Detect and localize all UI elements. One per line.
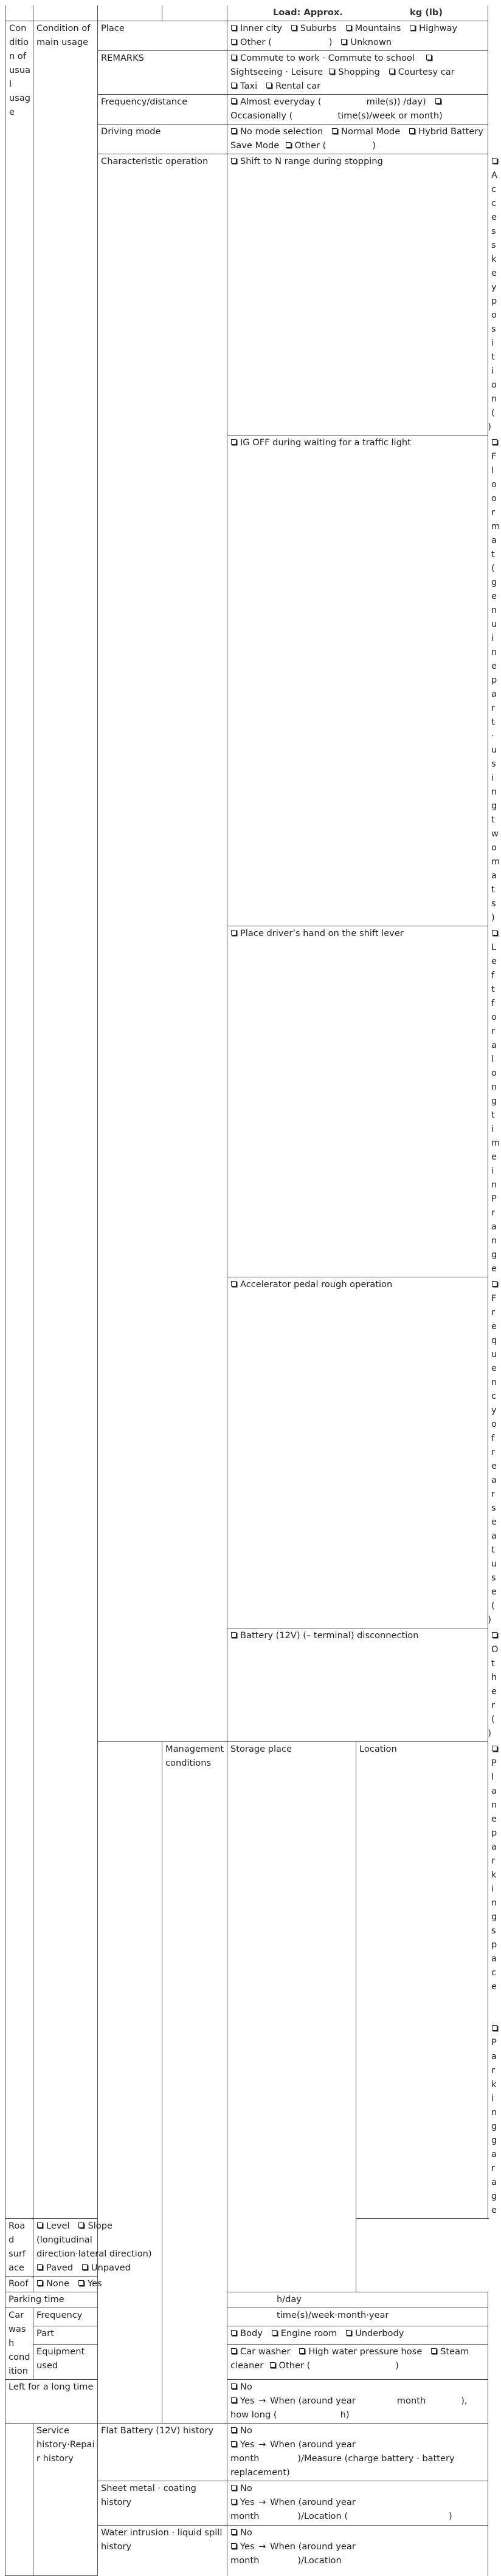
checkbox-icon[interactable] bbox=[231, 158, 237, 163]
storage-place-label: Storage place bbox=[227, 1742, 356, 2292]
operation-row: Place driver’s hand on the shift lever Left for a long time in P range bbox=[5, 926, 488, 1277]
equipment-option[interactable]: High water pressure hose bbox=[299, 2346, 422, 2357]
checkbox-icon[interactable] bbox=[231, 25, 237, 30]
checkbox-icon[interactable] bbox=[231, 2499, 237, 2504]
remarks-option[interactable]: Rental car bbox=[266, 81, 320, 91]
checkbox-icon[interactable] bbox=[299, 2348, 305, 2354]
flat-battery-row bbox=[5, 2424, 488, 2481]
checkbox-icon[interactable] bbox=[332, 128, 337, 134]
frequency-options: Almost everyday ( mile(s)) /day) Occasionally ( time(s)/week or month) bbox=[227, 95, 488, 125]
checkbox-icon[interactable] bbox=[231, 1632, 237, 1638]
checkbox-icon[interactable] bbox=[37, 2280, 43, 2286]
part-option[interactable]: Body bbox=[230, 2328, 263, 2339]
checkbox-icon[interactable] bbox=[346, 25, 351, 30]
place-option[interactable]: Suburbs bbox=[291, 23, 337, 33]
equipment-option[interactable]: Other ( bbox=[269, 2360, 311, 2371]
part-option[interactable]: Underbody bbox=[345, 2328, 404, 2339]
checkbox-icon[interactable] bbox=[231, 2485, 237, 2490]
wash-part-options bbox=[227, 2326, 488, 2345]
service-section-label: Service history·Repair history bbox=[33, 2424, 98, 2576]
road-option[interactable]: Unpaved bbox=[81, 2263, 131, 2273]
checkbox-icon[interactable] bbox=[231, 2397, 237, 2403]
flat-battery-label: Flat Battery (12V) history bbox=[98, 2424, 227, 2481]
driving-mode-options: No mode selection Normal Mode Hybrid Battery Save Mode Other ( ) bbox=[227, 125, 488, 154]
remarks-label: REMARKS bbox=[98, 51, 227, 95]
checkbox-icon[interactable] bbox=[231, 2529, 237, 2535]
long-time-yes-option[interactable]: Yes → When (around year month ), bbox=[230, 2394, 485, 2408]
checkbox-icon[interactable] bbox=[78, 2222, 84, 2228]
flat-battery-no-option[interactable]: No bbox=[230, 2424, 485, 2438]
load-label: Load: Approx. bbox=[272, 7, 343, 18]
checkbox-icon[interactable] bbox=[272, 2330, 277, 2335]
place-option[interactable]: Other ( bbox=[230, 37, 272, 47]
long-time-row bbox=[5, 2380, 488, 2424]
load-row bbox=[5, 5, 488, 21]
roof-label: Roof bbox=[5, 2277, 33, 2292]
checkbox-icon[interactable] bbox=[231, 98, 237, 104]
water-options: No Yes → When (around year month )/Location bbox=[227, 2526, 488, 2576]
checkbox-icon[interactable] bbox=[231, 2383, 237, 2389]
parking-row bbox=[5, 2292, 488, 2308]
checkbox-icon[interactable] bbox=[231, 2427, 237, 2433]
sheet-metal-options: No Yes → When (around year month )/Location ( ) bbox=[227, 2481, 488, 2526]
road-option[interactable]: Level bbox=[36, 2221, 70, 2231]
usage-conditions-table bbox=[5, 5, 500, 2576]
roof-option[interactable]: Yes bbox=[78, 2278, 102, 2289]
checkbox-icon[interactable] bbox=[492, 439, 497, 445]
driving-mode-option[interactable]: Normal Mode bbox=[331, 126, 400, 137]
long-time-label: Left for a long time bbox=[5, 2380, 98, 2424]
operation-label: Characteristic operation bbox=[98, 154, 227, 1742]
remarks-options bbox=[227, 51, 488, 95]
sheet-metal-yes-option[interactable]: Yes → When (around year bbox=[230, 2495, 485, 2509]
checkbox-icon[interactable] bbox=[410, 25, 415, 30]
checkbox-icon[interactable] bbox=[231, 55, 237, 60]
checkbox-icon[interactable] bbox=[231, 2441, 237, 2447]
checkbox-icon[interactable] bbox=[270, 2362, 275, 2368]
usage-survey-sheet bbox=[5, 5, 500, 2576]
wash-part-label: Part bbox=[33, 2326, 98, 2345]
operation-option[interactable]: Battery (12V) (– terminal) disconnection bbox=[227, 1628, 488, 1742]
driving-mode-label: Driving mode bbox=[98, 125, 227, 154]
checkbox-icon[interactable] bbox=[266, 83, 272, 88]
checkbox-icon[interactable] bbox=[286, 142, 291, 148]
checkbox-icon[interactable] bbox=[291, 25, 297, 30]
road-option[interactable]: Slope (longitudinal direction·lateral direction) bbox=[36, 2221, 152, 2259]
checkbox-icon[interactable] bbox=[492, 930, 497, 935]
checkbox-icon[interactable] bbox=[231, 439, 237, 445]
remarks-option[interactable]: Courtesy car bbox=[389, 67, 455, 77]
checkbox-icon[interactable] bbox=[231, 1281, 237, 1286]
checkbox-icon[interactable] bbox=[37, 2222, 43, 2228]
operation-option[interactable]: Shift to N range during stopping bbox=[227, 154, 488, 436]
location-option[interactable]: Parking garage bbox=[491, 2023, 501, 2215]
remarks-option[interactable]: Commute to work · Commute to school bbox=[230, 53, 415, 63]
main-usage-section-label: Condition of main usage bbox=[33, 21, 98, 2219]
operation-option[interactable]: IG OFF during waiting for a traffic light bbox=[227, 436, 488, 926]
frequency-label: Frequency/distance bbox=[98, 95, 227, 125]
checkbox-icon[interactable] bbox=[78, 2280, 84, 2286]
car-wash-label: Car wash condition bbox=[5, 2308, 33, 2380]
long-time-no-option[interactable]: No bbox=[230, 2380, 485, 2394]
water-label: Water intrusion · liquid spill history bbox=[98, 2526, 227, 2576]
checkbox-icon[interactable] bbox=[492, 1632, 497, 1638]
sheet-metal-label: Sheet metal · coating history bbox=[98, 2481, 227, 2526]
checkbox-icon[interactable] bbox=[389, 69, 395, 74]
wash-frequency-row bbox=[5, 2308, 488, 2326]
checkbox-icon[interactable] bbox=[231, 930, 237, 935]
load-cell bbox=[227, 5, 488, 21]
checkbox-icon[interactable] bbox=[341, 39, 347, 44]
right-arrow-icon: → bbox=[258, 2497, 266, 2507]
wash-frequency-label: Frequency bbox=[33, 2308, 98, 2326]
checkbox-icon[interactable] bbox=[492, 1746, 497, 1751]
place-option[interactable]: Mountains bbox=[345, 23, 401, 33]
operation-row: IG OFF during waiting for a traffic light Floor mat (genuine part · using two mats) bbox=[5, 436, 488, 926]
checkbox-icon[interactable] bbox=[231, 2543, 237, 2549]
right-arrow-icon: → bbox=[258, 2396, 266, 2406]
road-surface-options bbox=[33, 2219, 162, 2277]
roof-options bbox=[33, 2277, 162, 2292]
frequency-option[interactable]: Almost everyday ( bbox=[230, 97, 322, 107]
operation-option[interactable]: Accelerator pedal rough operation bbox=[227, 1277, 488, 1628]
wash-part-row bbox=[5, 2326, 488, 2345]
checkbox-icon[interactable] bbox=[435, 98, 441, 104]
long-time-options bbox=[227, 2380, 488, 2424]
location-option[interactable]: Plane parking space bbox=[491, 1744, 501, 1992]
long-time-duration: how long ( h) bbox=[230, 2410, 350, 2420]
checkbox-icon[interactable] bbox=[231, 2348, 237, 2354]
driving-mode-option[interactable]: Other ( bbox=[285, 140, 327, 151]
part-option[interactable]: Engine room bbox=[271, 2328, 337, 2339]
remarks-option[interactable]: Sightseeing · Leisure bbox=[230, 67, 323, 77]
management-section-label: Management conditions bbox=[162, 1742, 227, 2424]
operation-row: Battery (12V) (– terminal) disconnection Other ( ) bbox=[5, 1628, 488, 1742]
place-row bbox=[5, 21, 488, 51]
checkbox-icon[interactable] bbox=[231, 83, 237, 88]
wash-frequency-value[interactable]: time(s)/week·month·year bbox=[227, 2308, 488, 2326]
operation-option[interactable]: Place driver’s hand on the shift lever bbox=[227, 926, 488, 1277]
place-options: Inner city Suburbs Mountains Highway Other ( ) Unknown bbox=[227, 21, 488, 51]
sheet-metal-no-option[interactable]: No bbox=[230, 2481, 485, 2495]
checkbox-icon[interactable] bbox=[492, 158, 497, 163]
checkbox-icon[interactable] bbox=[82, 2264, 88, 2270]
place-option[interactable]: Inner city bbox=[230, 23, 282, 33]
right-arrow-icon: → bbox=[258, 2439, 266, 2450]
checkbox-icon[interactable] bbox=[492, 1281, 497, 1286]
road-option[interactable]: Paved bbox=[36, 2263, 73, 2273]
checkbox-icon[interactable] bbox=[231, 39, 237, 44]
equipment-option[interactable]: Steam cleaner bbox=[230, 2346, 469, 2371]
place-option[interactable]: Highway bbox=[409, 23, 457, 33]
parking-label: Parking time bbox=[5, 2292, 98, 2308]
road-surface-label: Road surface bbox=[5, 2219, 33, 2277]
wash-equipment-label: Equipment used bbox=[33, 2345, 98, 2380]
checkbox-icon[interactable] bbox=[231, 2330, 237, 2335]
frequency-option[interactable]: Occasionally ( bbox=[230, 111, 293, 121]
checkbox-icon[interactable] bbox=[492, 2025, 497, 2031]
location-label: Location bbox=[356, 1742, 488, 2219]
wash-equipment-options: Car washer High water pressure hose Steam cleaner Other ( ) bbox=[227, 2345, 488, 2380]
checkbox-icon[interactable] bbox=[409, 128, 415, 134]
place-option[interactable]: Unknown bbox=[340, 37, 392, 47]
flat-battery-options: No Yes → When (around year month )/Measure (charge battery · battery replacement) bbox=[227, 2424, 488, 2481]
water-yes-option[interactable]: Yes → When (around year bbox=[230, 2540, 485, 2554]
equipment-option[interactable]: Car washer bbox=[230, 2346, 290, 2357]
checkbox-icon[interactable] bbox=[426, 55, 432, 60]
driving-mode-option[interactable]: Hybrid Battery Save Mode bbox=[230, 126, 484, 151]
place-label: Place bbox=[98, 21, 227, 51]
parking-value[interactable]: h/day bbox=[227, 2292, 488, 2308]
right-arrow-icon: → bbox=[258, 2541, 266, 2552]
roof-option[interactable]: None bbox=[36, 2278, 69, 2289]
water-no-option[interactable]: No bbox=[230, 2526, 485, 2540]
checkbox-icon[interactable] bbox=[346, 2330, 351, 2335]
flat-battery-yes-option[interactable]: Yes → When (around year bbox=[230, 2438, 485, 2451]
checkbox-icon[interactable] bbox=[329, 69, 334, 74]
remarks-option[interactable]: Taxi bbox=[230, 81, 257, 91]
driving-mode-option[interactable]: No mode selection bbox=[230, 126, 323, 137]
load-unit: kg (lb) bbox=[410, 7, 443, 18]
checkbox-icon[interactable] bbox=[37, 2264, 43, 2270]
remarks-option[interactable]: Shopping bbox=[328, 67, 380, 77]
operation-row: Accelerator pedal rough operation Frequency of rear seat use ( ) bbox=[5, 1277, 488, 1628]
wash-equipment-row bbox=[5, 2345, 488, 2380]
checkbox-icon[interactable] bbox=[431, 2348, 437, 2354]
usual-usage-section-label: Condition of usual usage bbox=[5, 21, 33, 2219]
checkbox-icon[interactable] bbox=[231, 128, 237, 134]
operation-row: Characteristic operation Shift to N range during stopping Access key position ( ) bbox=[5, 154, 488, 436]
